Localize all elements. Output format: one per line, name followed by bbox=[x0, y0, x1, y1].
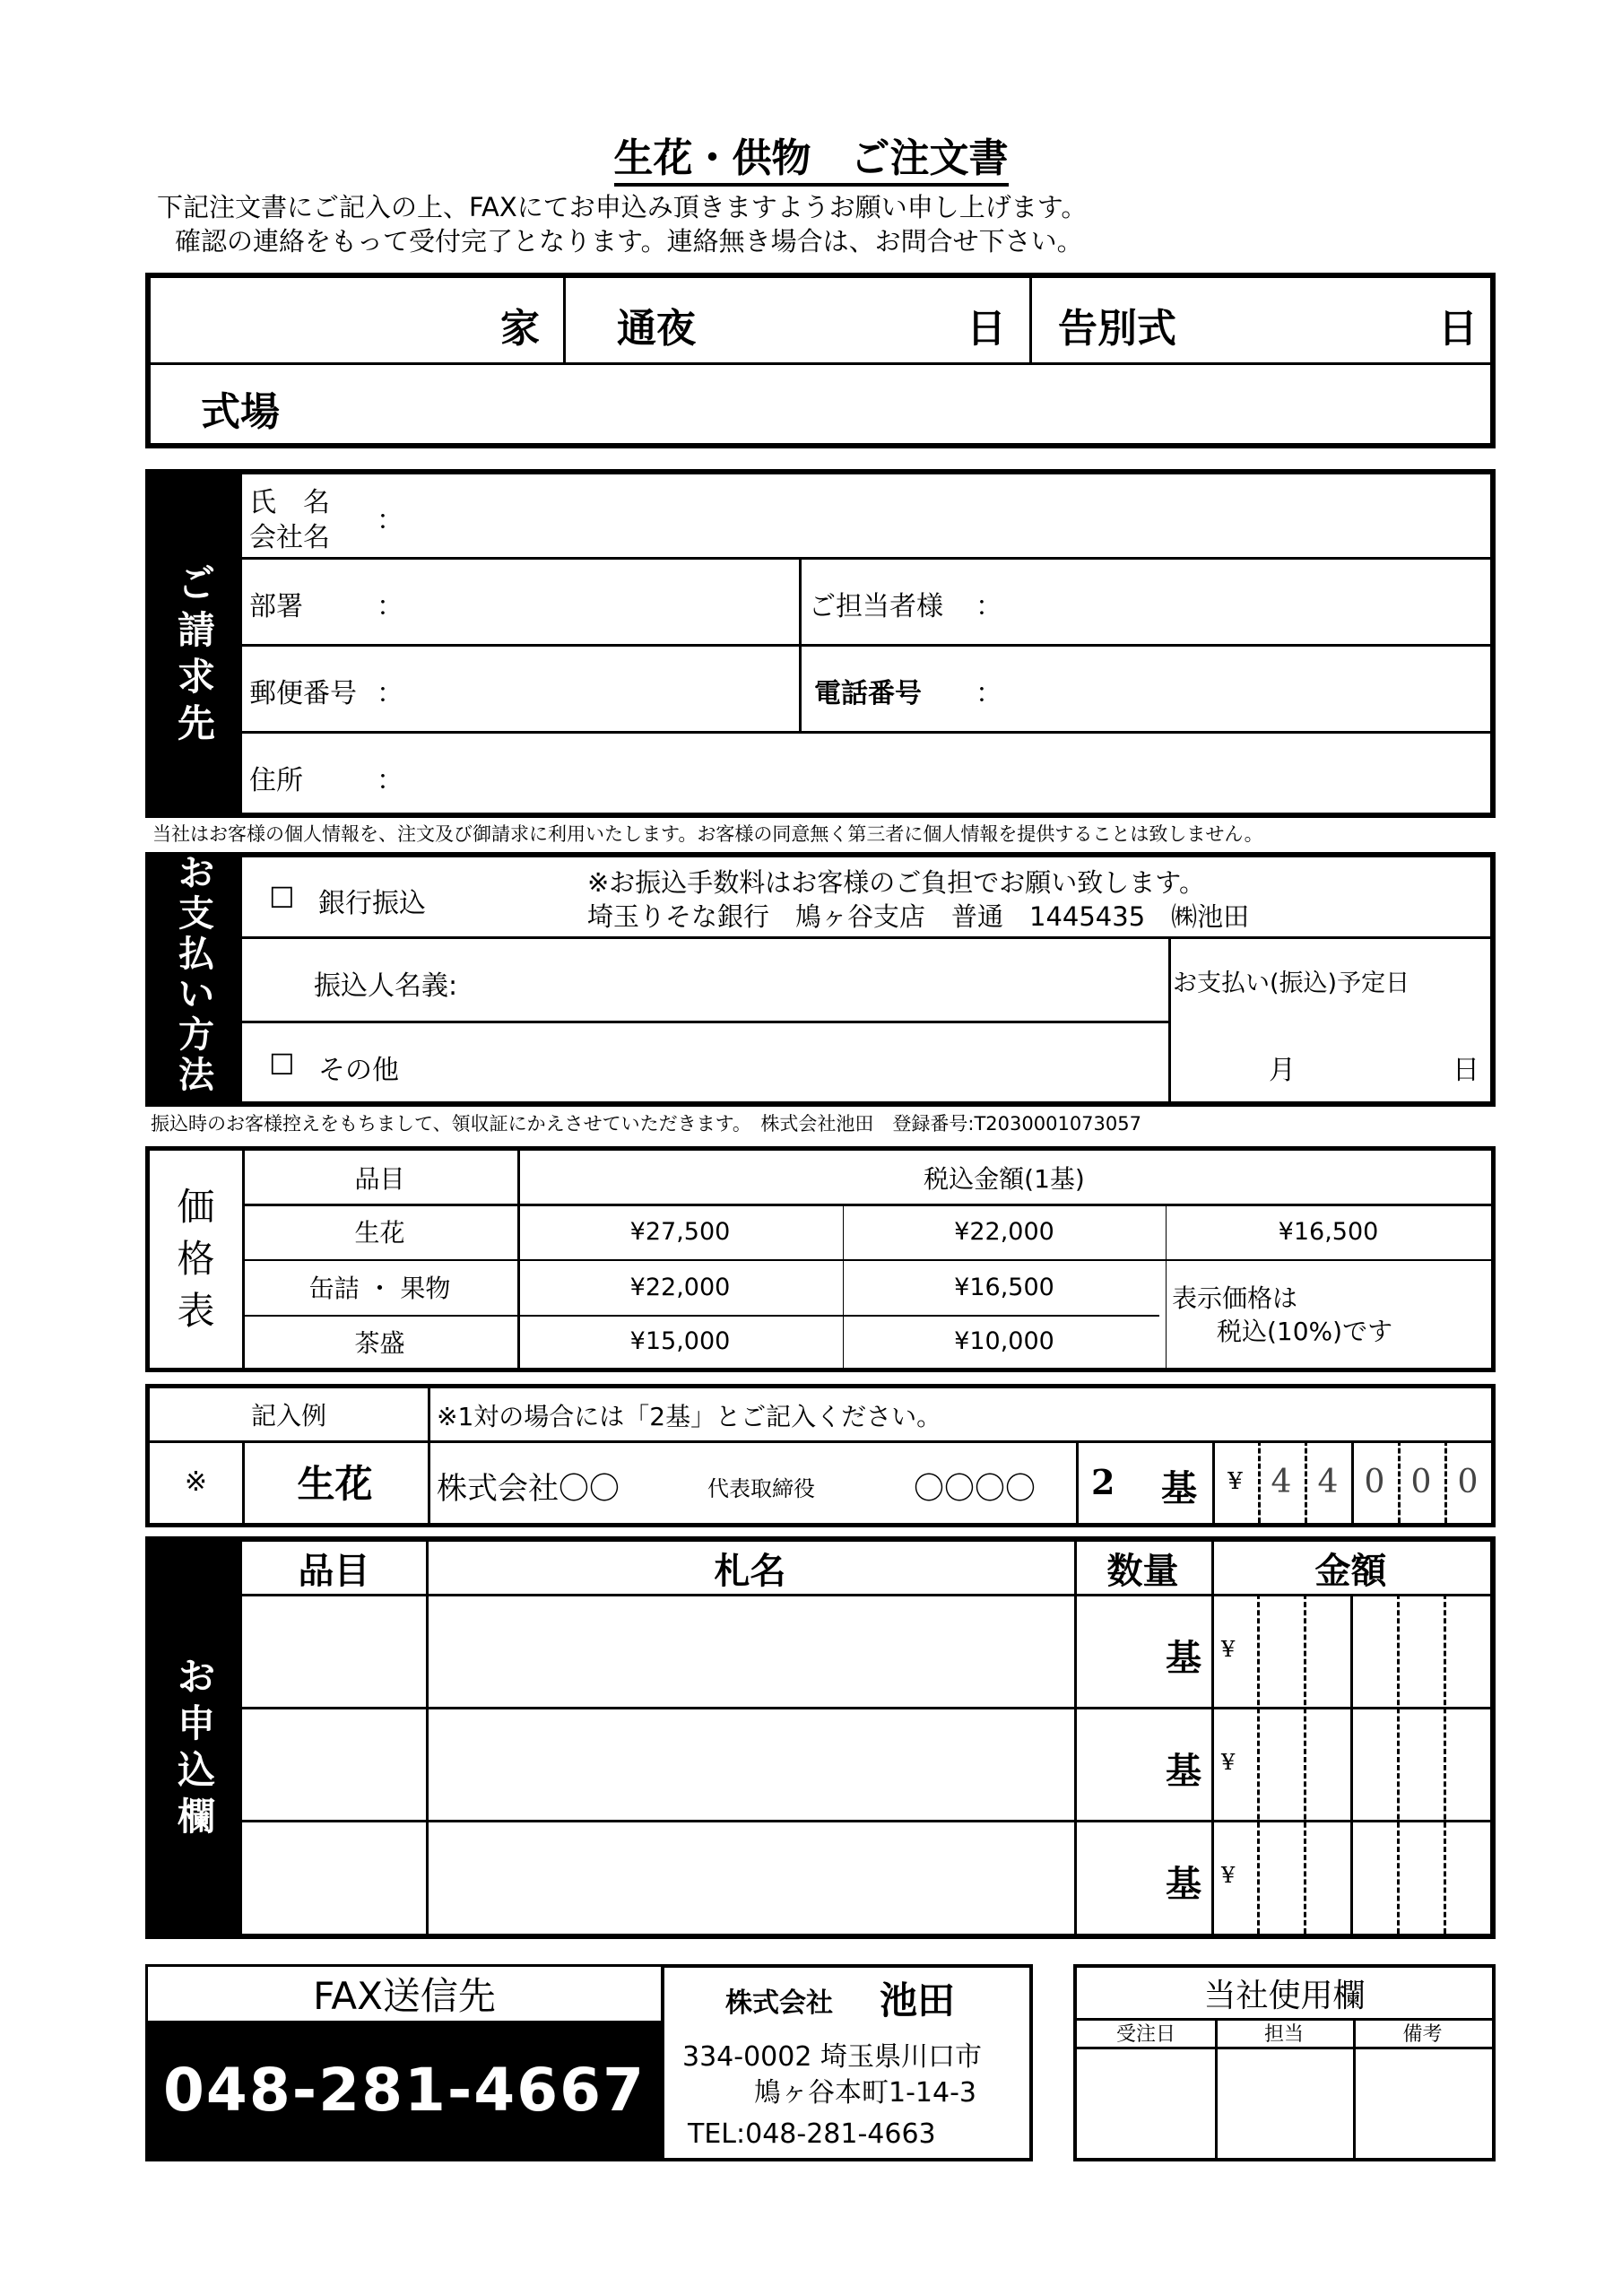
order-item-input[interactable] bbox=[246, 1597, 423, 1705]
price-table-label-char: 価 bbox=[177, 1185, 215, 1229]
example-tag-name: 〇〇〇〇 bbox=[914, 1471, 1036, 1507]
order-yen: ¥ bbox=[1221, 1637, 1236, 1662]
billing-label-char: ご bbox=[177, 561, 215, 605]
example-digit: 4 bbox=[1271, 1463, 1292, 1500]
price-cell: ¥10,000 bbox=[954, 1327, 1054, 1355]
payment-label-char: 方 bbox=[178, 1014, 214, 1056]
name-label: 氏 名 bbox=[249, 487, 330, 518]
payment-label-char: 支 bbox=[178, 893, 214, 935]
example-yen: ¥ bbox=[1227, 1468, 1243, 1495]
order-tag-name-input[interactable] bbox=[429, 1710, 1071, 1818]
payment-section-label bbox=[151, 853, 242, 1101]
order-section bbox=[145, 1536, 1496, 1939]
wake-label: 通夜 bbox=[617, 306, 696, 352]
example-quantity: 2 bbox=[1091, 1462, 1115, 1502]
order-header-amount: 金額 bbox=[1314, 1550, 1387, 1592]
colon: ： bbox=[377, 505, 403, 536]
order-unit: 基 bbox=[1166, 1864, 1201, 1905]
example-digit: 0 bbox=[1410, 1463, 1432, 1500]
order-yen: ¥ bbox=[1221, 1750, 1236, 1775]
company-prefix: 株式会社 bbox=[725, 1987, 833, 2019]
billing-section bbox=[145, 469, 1496, 818]
order-tag-name-input[interactable] bbox=[429, 1823, 1071, 1931]
example-unit: 基 bbox=[1161, 1468, 1197, 1509]
example-digit: 4 bbox=[1317, 1463, 1339, 1500]
tax-note-line-1: 表示価格は bbox=[1172, 1283, 1298, 1313]
example-mark: ※ bbox=[184, 1465, 208, 1498]
payment-label-char: 法 bbox=[178, 1055, 214, 1096]
price-table bbox=[145, 1146, 1496, 1372]
postal-code-label: 郵便番号 bbox=[249, 678, 357, 709]
example-digit: 0 bbox=[1457, 1463, 1479, 1500]
example-label: 記入例 bbox=[250, 1401, 326, 1431]
order-amount-input[interactable] bbox=[1260, 1710, 1493, 1818]
office-col-notes: 備考 bbox=[1402, 2022, 1443, 2046]
company-name-label: 会社名 bbox=[249, 522, 330, 553]
price-cell: ¥22,000 bbox=[629, 1273, 731, 1301]
order-quantity-input[interactable] bbox=[1078, 1597, 1167, 1705]
price-table-label-char: 表 bbox=[177, 1289, 215, 1333]
name-company-field[interactable] bbox=[412, 483, 1470, 548]
title-text: 生花・供物 ご注文書 bbox=[614, 135, 1009, 187]
company-address-line-2: 鳩ヶ谷本町1-14-3 bbox=[754, 2077, 976, 2109]
intro-line-2: 確認の連絡をもって受付完了となります。連絡無き場合は、お問合せ下さい。 bbox=[175, 226, 1083, 257]
bank-transfer-label: 銀行振込 bbox=[318, 888, 426, 919]
office-col-order-date: 受注日 bbox=[1115, 2022, 1175, 2046]
address-label: 住所 bbox=[249, 765, 303, 796]
due-day-label: 日 bbox=[1453, 1055, 1479, 1086]
price-row-item: 茶盛 bbox=[354, 1327, 405, 1358]
example-box bbox=[145, 1384, 1496, 1527]
price-cell: ¥22,000 bbox=[954, 1217, 1054, 1246]
company-address-line-1: 334-0002 埼玉県川口市 bbox=[682, 2041, 982, 2073]
ceremony-box bbox=[145, 273, 1496, 448]
venue-label: 式場 bbox=[201, 389, 280, 435]
billing-label-char: 求 bbox=[177, 655, 215, 699]
payment-label-char: 払 bbox=[178, 934, 214, 975]
fax-number: 048-281-4667 bbox=[148, 2021, 661, 2159]
order-unit: 基 bbox=[1166, 1638, 1201, 1679]
company-name: 池田 bbox=[880, 1979, 956, 2022]
tax-note-line-2: 税込(10%)です bbox=[1217, 1317, 1393, 1346]
funeral-label: 告別式 bbox=[1058, 306, 1176, 352]
billing-section-label bbox=[151, 474, 242, 813]
example-item: 生花 bbox=[297, 1462, 373, 1506]
payment-label-char: お bbox=[178, 853, 214, 894]
order-header-item: 品目 bbox=[298, 1550, 370, 1592]
wake-day: 日 bbox=[967, 306, 1006, 352]
due-date-label: お支払い(振込)予定日 bbox=[1173, 970, 1410, 997]
order-header-tag-name: 札名 bbox=[714, 1550, 786, 1592]
price-cell: ¥15,000 bbox=[629, 1327, 731, 1355]
order-label-char: お bbox=[177, 1655, 215, 1699]
bank-account-info: 埼玉りそな銀行 鳩ヶ谷支店 普通 1445435 ㈱池田 bbox=[587, 901, 1250, 932]
price-item-header: 品目 bbox=[354, 1163, 405, 1194]
intro-line-1: 下記注文書にご記入の上、FAXにてお申込み頂きますようお願い申し上げます。 bbox=[157, 192, 1088, 222]
order-header-quantity: 数量 bbox=[1106, 1550, 1179, 1592]
contact-person-label: ご担当者様 bbox=[809, 591, 943, 622]
due-month-label: 月 bbox=[1269, 1055, 1296, 1086]
example-tag-company: 株式会社〇〇 bbox=[437, 1471, 620, 1507]
billing-label-char: 請 bbox=[177, 608, 215, 652]
order-label-char: 込 bbox=[177, 1748, 215, 1792]
example-note: ※1対の場合には「2基」とご記入ください。 bbox=[437, 1402, 942, 1431]
order-label-char: 欄 bbox=[177, 1795, 215, 1839]
office-use-block bbox=[1073, 1964, 1496, 2161]
company-block bbox=[661, 1964, 1033, 2161]
colon: ： bbox=[976, 678, 1002, 709]
payment-section bbox=[145, 852, 1496, 1107]
address-field[interactable] bbox=[412, 738, 1470, 810]
order-amount-input[interactable] bbox=[1260, 1823, 1493, 1931]
billing-label-char: 先 bbox=[177, 701, 215, 745]
order-label-char: 申 bbox=[177, 1701, 215, 1745]
price-cell: ¥16,500 bbox=[954, 1273, 1054, 1301]
payer-name-label: 振込人名義: bbox=[314, 970, 458, 1002]
bank-transfer-checkbox[interactable]: ☐ bbox=[269, 881, 295, 915]
colon: ： bbox=[377, 678, 403, 709]
order-quantity-input[interactable] bbox=[1078, 1710, 1167, 1818]
price-cell: ¥27,500 bbox=[629, 1217, 731, 1246]
funeral-day: 日 bbox=[1438, 306, 1478, 352]
company-tel: TEL:048-281-4663 bbox=[688, 2118, 936, 2150]
price-row-item: 生花 bbox=[354, 1218, 405, 1248]
order-item-input[interactable] bbox=[246, 1710, 423, 1818]
phone-label: 電話番号 bbox=[814, 678, 922, 709]
payer-name-field[interactable] bbox=[511, 944, 1157, 1015]
colon: ： bbox=[377, 765, 403, 796]
fax-label: FAX送信先 bbox=[313, 1974, 496, 2018]
price-table-label-char: 格 bbox=[177, 1237, 215, 1281]
page-title bbox=[0, 126, 1622, 183]
order-section-label bbox=[151, 1542, 242, 1934]
receipt-note: 振込時のお客様控えをもちまして、領収証にかえさせていただきます。 株式会社池田 登録番号:T2030001073057 bbox=[151, 1113, 1141, 1135]
contact-person-field[interactable] bbox=[1013, 564, 1488, 636]
privacy-notice: 当社はお客様の個人情報を、注文及び御請求に利用いたします。お客様の同意無く第三者に個人情報を提供することは致しません。 bbox=[152, 823, 1263, 845]
example-digit: 0 bbox=[1364, 1463, 1385, 1500]
other-method-checkbox[interactable]: ☐ bbox=[269, 1048, 295, 1082]
department-field[interactable] bbox=[412, 564, 789, 636]
order-yen: ¥ bbox=[1221, 1863, 1236, 1888]
price-cell: ¥16,500 bbox=[1278, 1217, 1379, 1246]
office-col-staff: 担当 bbox=[1263, 2022, 1304, 2046]
order-quantity-input[interactable] bbox=[1078, 1823, 1167, 1931]
payment-label-char: い bbox=[178, 974, 214, 1015]
colon: ： bbox=[377, 591, 403, 622]
department-label: 部署 bbox=[249, 591, 303, 622]
price-row-item: 缶詰 ・ 果物 bbox=[308, 1274, 451, 1303]
transfer-fee-note: ※お振込手数料はお客様のご負担でお願い致します。 bbox=[587, 867, 1205, 898]
order-item-input[interactable] bbox=[246, 1823, 423, 1931]
colon: ： bbox=[976, 591, 1002, 622]
price-amount-header: 税込金額(1基) bbox=[924, 1163, 1085, 1194]
order-tag-name-input[interactable] bbox=[429, 1597, 1071, 1705]
order-amount-input[interactable] bbox=[1260, 1597, 1493, 1705]
phone-field[interactable] bbox=[1013, 651, 1488, 723]
order-unit: 基 bbox=[1166, 1751, 1201, 1792]
example-tag-title: 代表取締役 bbox=[707, 1476, 815, 1501]
family-suffix: 家 bbox=[500, 306, 540, 352]
other-method-label: その他 bbox=[318, 1055, 399, 1086]
postal-code-field[interactable] bbox=[412, 651, 789, 723]
office-use-label: 当社使用欄 bbox=[1203, 1977, 1366, 2014]
fax-block bbox=[145, 1964, 664, 2161]
